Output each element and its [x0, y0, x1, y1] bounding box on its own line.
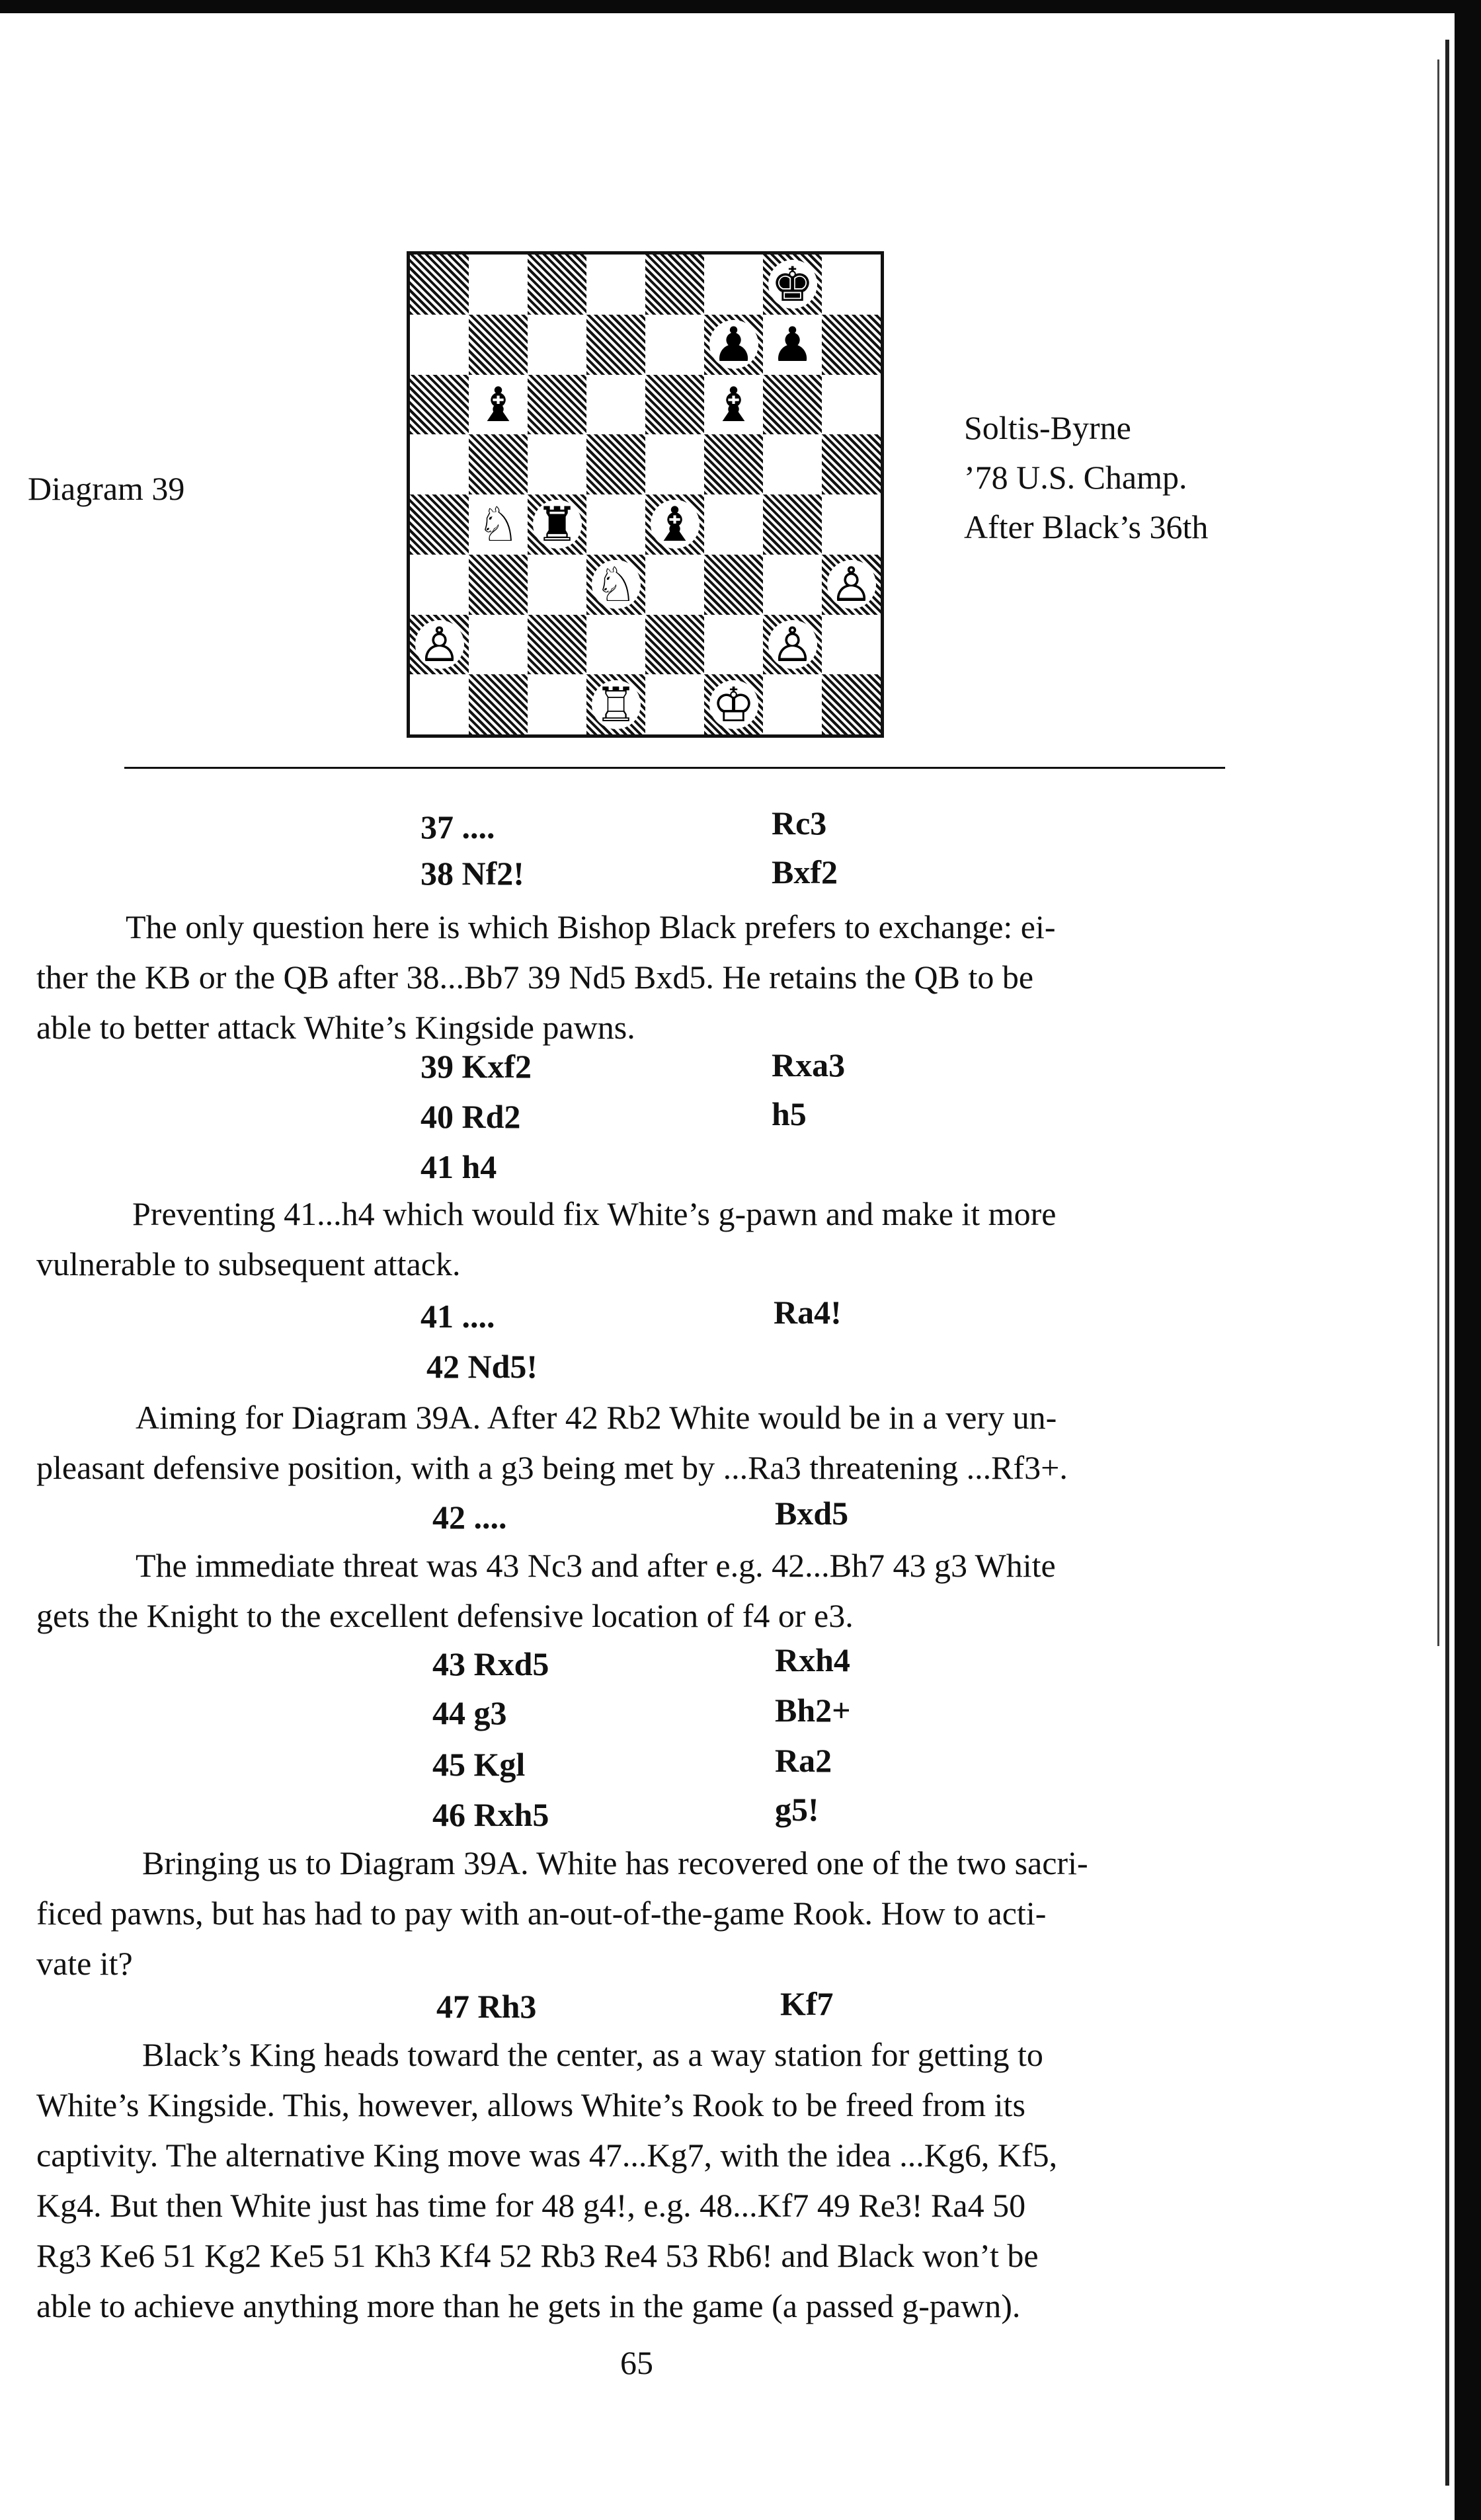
white-piece-b4: ♘	[477, 496, 520, 553]
paragraph-line: Kg4. But then White just has time for 48 g4!, e.g. 48...Kf7 49 Re3! Ra4 50	[36, 2187, 1026, 2224]
paragraph-line: Bringing us to Diagram 39A. White has recovered one of the two sacri-	[142, 1844, 1088, 1881]
square-f5	[704, 434, 763, 494]
square-e3	[645, 555, 704, 615]
square-f1	[704, 674, 763, 734]
move-white: 41 h4	[420, 1148, 497, 1185]
square-e4	[645, 494, 704, 555]
white-piece-d1: ♖	[592, 680, 641, 729]
square-e7	[645, 315, 704, 375]
move-black: Kf7	[780, 1985, 834, 2022]
square-e8	[645, 255, 704, 315]
black-piece-f6: ♝	[712, 376, 755, 432]
square-h7	[822, 315, 881, 375]
move-black: Rxh4	[775, 1641, 850, 1678]
square-g5	[763, 434, 822, 494]
paragraph-line: White’s Kingside. This, however, allows White’s Rook to be freed from its	[36, 2086, 1025, 2123]
square-b5	[469, 434, 528, 494]
commentary-paragraph	[36, 1392, 1293, 1493]
square-h4	[822, 494, 881, 555]
move-black: Rc3	[772, 805, 827, 842]
move-white: 43 Rxd5	[432, 1645, 549, 1682]
square-c6	[528, 375, 586, 435]
square-g4	[763, 494, 822, 555]
commentary-paragraph	[36, 2029, 1293, 2331]
black-piece-e4: ♝	[651, 500, 700, 549]
paragraph-line: The only question here is which Bishop Black prefers to exchange: ei-	[126, 908, 1056, 945]
square-h2	[822, 615, 881, 675]
square-g2	[763, 615, 822, 675]
commentary-paragraph	[36, 1838, 1293, 1988]
move-white: 46 Rxh5	[432, 1796, 549, 1833]
square-d3	[586, 555, 645, 615]
move-white: 40 Rd2	[420, 1098, 521, 1135]
paragraph-line: captivity. The alternative King move was 47...Kg7, with the idea ...Kg6, Kf5,	[36, 2137, 1058, 2174]
black-piece-b6: ♝	[477, 376, 520, 432]
square-d5	[586, 434, 645, 494]
scan-border-top	[0, 0, 1481, 13]
paragraph-line: able to achieve anything more than he gets in the game (a passed g-pawn).	[36, 2287, 1021, 2324]
caption-line-position: After Black’s 36th	[964, 508, 1209, 545]
square-d1	[586, 674, 645, 734]
square-b8	[469, 255, 528, 315]
white-piece-h3: ♙	[827, 560, 876, 609]
white-piece-g2: ♙	[768, 620, 817, 669]
move-white: 39 Kxf2	[420, 1048, 532, 1085]
square-d8	[586, 255, 645, 315]
square-e1	[645, 674, 704, 734]
black-piece-c4: ♜	[533, 500, 582, 549]
paragraph-line: Aiming for Diagram 39A. After 42 Rb2 White would be in a very un-	[136, 1399, 1057, 1436]
square-b6	[469, 375, 528, 435]
white-piece-d3: ♘	[592, 560, 641, 609]
square-g1	[763, 674, 822, 734]
caption-line-event: ’78 U.S. Champ.	[964, 459, 1187, 496]
move-black: Bxd5	[775, 1495, 849, 1532]
square-d6	[586, 375, 645, 435]
move-black: Ra4!	[774, 1294, 842, 1331]
black-piece-g8: ♚	[768, 260, 817, 309]
commentary-paragraph	[36, 902, 1293, 1052]
square-h6	[822, 375, 881, 435]
move-black: h5	[772, 1095, 807, 1132]
white-piece-f1: ♔	[709, 680, 758, 729]
square-c1	[528, 674, 586, 734]
commentary-paragraph	[36, 1189, 1293, 1289]
square-a1	[410, 674, 469, 734]
square-c8	[528, 255, 586, 315]
move-white: 42 ....	[432, 1499, 507, 1536]
square-a6	[410, 375, 469, 435]
move-black: Rxa3	[772, 1046, 846, 1083]
page-edge-line	[1437, 59, 1439, 1646]
diagram-label: Diagram 39	[28, 470, 185, 507]
move-black: Ra2	[775, 1742, 832, 1779]
move-white: 42 Nd5!	[426, 1348, 538, 1385]
square-h3	[822, 555, 881, 615]
square-d7	[586, 315, 645, 375]
paragraph-line: vate it?	[36, 1945, 133, 1982]
square-h5	[822, 434, 881, 494]
paragraph-line: gets the Knight to the excellent defensive location of f4 or e3.	[36, 1597, 854, 1634]
paragraph-line: ther the KB or the QB after 38...Bb7 39 Nd5 Bxd5. He retains the QB to be	[36, 959, 1034, 996]
square-f7	[704, 315, 763, 375]
move-black: Bh2+	[775, 1692, 851, 1729]
square-a2	[410, 615, 469, 675]
square-b7	[469, 315, 528, 375]
square-h8	[822, 255, 881, 315]
square-f3	[704, 555, 763, 615]
paragraph-line: Preventing 41...h4 which would fix White’s g-pawn and make it more	[132, 1195, 1057, 1232]
paragraph-line: Rg3 Ke6 51 Kg2 Ke5 51 Kh3 Kf4 52 Rb3 Re4 53 Rb6! and Black won’t be	[36, 2237, 1039, 2274]
caption-line-players: Soltis-Byrne	[964, 409, 1131, 446]
diagram-caption	[964, 403, 1208, 552]
square-e2	[645, 615, 704, 675]
paragraph-line: able to better attack White’s Kingside pawns.	[36, 1009, 635, 1046]
square-f6	[704, 375, 763, 435]
square-c7	[528, 315, 586, 375]
move-black: Bxf2	[772, 853, 838, 890]
square-b4	[469, 494, 528, 555]
square-c5	[528, 434, 586, 494]
black-piece-g7: ♟	[771, 317, 814, 373]
square-f8	[704, 255, 763, 315]
square-c3	[528, 555, 586, 615]
square-b1	[469, 674, 528, 734]
square-a8	[410, 255, 469, 315]
square-f2	[704, 615, 763, 675]
square-a4	[410, 494, 469, 555]
square-f4	[704, 494, 763, 555]
move-white: 47 Rh3	[436, 1988, 537, 2025]
commentary-paragraph	[36, 1540, 1293, 1641]
square-g3	[763, 555, 822, 615]
square-h1	[822, 674, 881, 734]
paragraph-line: The immediate threat was 43 Nc3 and after e.g. 42...Bh7 43 g3 White	[136, 1547, 1056, 1584]
square-g6	[763, 375, 822, 435]
move-white: 44 g3	[432, 1694, 507, 1731]
square-g8	[763, 255, 822, 315]
square-a3	[410, 555, 469, 615]
square-b2	[469, 615, 528, 675]
square-e5	[645, 434, 704, 494]
paragraph-line: vulnerable to subsequent attack.	[36, 1245, 461, 1282]
paragraph-line: pleasant defensive position, with a g3 being met by ...Ra3 threatening ...Rf3+.	[36, 1449, 1068, 1486]
square-a7	[410, 315, 469, 375]
square-a5	[410, 434, 469, 494]
square-e6	[645, 375, 704, 435]
move-white: 38 Nf2!	[420, 855, 524, 892]
square-d4	[586, 494, 645, 555]
page-number: 65	[620, 2344, 653, 2381]
square-g7	[763, 315, 822, 375]
paragraph-line: Black’s King heads toward the center, as a way station for getting to	[142, 2036, 1043, 2073]
square-b3	[469, 555, 528, 615]
chess-board	[407, 251, 884, 738]
square-c4	[528, 494, 586, 555]
white-piece-a2: ♙	[415, 620, 464, 669]
black-piece-f7: ♟	[709, 320, 758, 369]
scan-border-right	[1455, 13, 1481, 2520]
square-c2	[528, 615, 586, 675]
square-d2	[586, 615, 645, 675]
move-white: 41 ....	[420, 1298, 495, 1335]
move-white: 37 ....	[420, 808, 495, 846]
horizontal-rule	[124, 767, 1225, 769]
move-black: g5!	[775, 1791, 819, 1828]
page-edge-shadow	[1445, 40, 1449, 2486]
move-white: 45 Kgl	[432, 1746, 526, 1783]
paragraph-line: ficed pawns, but has had to pay with an-out-of-the-game Rook. How to acti-	[36, 1895, 1047, 1932]
